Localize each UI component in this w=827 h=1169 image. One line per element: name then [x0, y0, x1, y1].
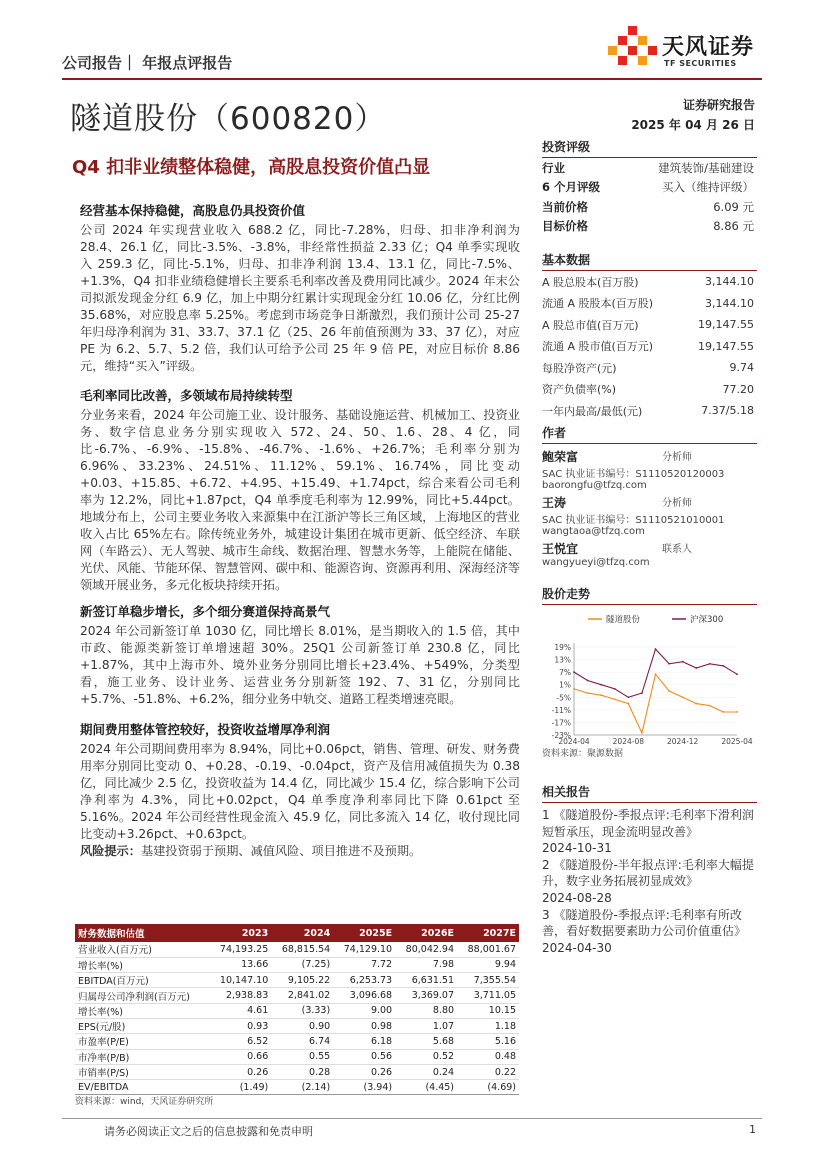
- table-cell: 0.98: [333, 1018, 395, 1033]
- row-label: 增长率(%): [75, 957, 209, 972]
- table-cell: 7.98: [395, 957, 457, 972]
- table-cell: 2,841.02: [271, 988, 333, 1003]
- authors-heading: 作者: [542, 424, 757, 444]
- basic-data-panel: [542, 251, 757, 422]
- table-cell: 0.90: [271, 1018, 333, 1033]
- rating-row: 目标价格 8.86 元: [542, 219, 754, 234]
- basic-data-row: 资产负债率(%) 77.20: [542, 382, 754, 397]
- author-email[interactable]: baorongfu@tfzq.com: [542, 480, 647, 491]
- table-cell: (3.33): [271, 1003, 333, 1018]
- row-label: 营业收入(百万元): [75, 942, 209, 957]
- section-heading: 经营基本保持稳健，高股息仍具投资价值: [80, 203, 306, 218]
- financial-estimates-table: [75, 924, 519, 1095]
- table-cell: 9.94: [457, 957, 519, 972]
- table-cell: 7,355.54: [457, 973, 519, 988]
- table-row: [75, 988, 519, 1003]
- company-name: 隧道股份（600820）: [70, 101, 387, 137]
- rating-heading: 投资评级: [542, 138, 757, 158]
- table-cell: 74,193.25: [209, 942, 271, 957]
- risk-note: [80, 843, 520, 860]
- table-cell: 5.16: [457, 1034, 519, 1049]
- table-cell: (7.25): [271, 957, 333, 972]
- brand-name-cn: 天风证券: [662, 35, 755, 60]
- table-cell: 10.15: [457, 1003, 519, 1018]
- data-point: [736, 673, 738, 675]
- data-point: [668, 690, 670, 692]
- table-cell: (2.14): [271, 1080, 333, 1095]
- y-tick-label: -11%: [551, 705, 571, 715]
- table-cell: 10,147.10: [209, 973, 271, 988]
- data-point: [723, 711, 725, 713]
- table-cell: (3.94): [333, 1080, 395, 1095]
- rating-row: 当前价格 6.09 元: [542, 199, 754, 214]
- table-cell: (4.69): [457, 1080, 519, 1095]
- table-cell: 0.26: [209, 1064, 271, 1079]
- y-tick-label: -17%: [551, 718, 571, 728]
- table-cell: 0.55: [271, 1049, 333, 1064]
- data-point: [587, 680, 589, 682]
- brand-name-en: TF SECURITIES: [664, 59, 737, 68]
- related-report-item[interactable]: 3 《隧道股份-季报点评:毛利率有所改善，看好数据要素助力公司价值重估》 2024-04-30: [542, 907, 747, 955]
- legend-label: 沪深300: [690, 615, 724, 625]
- report-date: 2025 年 04 月 26 日: [631, 118, 755, 132]
- author-email[interactable]: wangyueyi@tfzq.com: [542, 557, 650, 568]
- table-cell: 0.52: [395, 1049, 457, 1064]
- legend-label: 隧道股份: [606, 615, 641, 625]
- table-cell: 8.80: [395, 1003, 457, 1018]
- row-label: EPS(元/股): [75, 1018, 209, 1033]
- price-trend-chart: [542, 611, 757, 746]
- table-row: [75, 942, 519, 957]
- table-cell: 88,001.67: [457, 942, 519, 957]
- basic-data-row: A 股总股本(百万股) 3,144.10: [542, 275, 754, 289]
- risk-label: 风险提示：: [80, 844, 141, 858]
- author-cert: SAC 执业证书编号：S1110520120003: [542, 469, 725, 480]
- section-body: 公司 2024 年实现营业收入 688.2 亿，同比-7.28%，归母、扣非净利润为 28.4、26.1 亿，同比-3.5%、-3.8%，非经常性损益 2.33 亿；Q4 单季实现收入 259.3 亿，同比-5.1%，归母、扣非净利润 13.4、13.1 亿，同比-7.5%、+1.3%，Q4 扣非业绩稳健增长主要系毛利率改善及费用同比减少。2024 年末公司拟派发现金分红 6.9 亿，加上中期分红累计实现现金分红 10.06 亿，分红比例 35.68%，对应股息率 5.25%。考虑到市场竞争日渐激烈，我们预计公司 25-27 年归母净利润为 31、33.7、37.1 亿（25、26 年前值预测为 33、37 亿），对应 PE 为 6.2、5.7、5.2 倍，我们认可给予公司 25 年 9 倍 PE，对应目标价 8.86 元，维持“买入”评级。: [80, 223, 520, 373]
- data-point: [682, 696, 684, 698]
- table-cell: 13.66: [209, 957, 271, 972]
- data-point: [573, 671, 575, 673]
- related-report-item[interactable]: 2 《隧道股份-半年报点评:毛利率大幅提升，数字业务拓展初显成效》 2024-08-28: [542, 857, 754, 905]
- row-label: 市盈率(P/E): [75, 1034, 209, 1049]
- table-cell: 2,938.83: [209, 988, 271, 1003]
- data-point: [709, 705, 711, 707]
- basic-data-row: A 股总市值(百万元) 19,147.55: [542, 318, 754, 332]
- basic-data-row: 每股净资产(元) 9.74: [542, 361, 754, 375]
- data-point: [573, 688, 575, 690]
- table-cell: 0.66: [209, 1049, 271, 1064]
- table-cell: 5.68: [395, 1034, 457, 1049]
- table-cell: 4.61: [209, 1003, 271, 1018]
- page-number: 1: [749, 1123, 756, 1136]
- rating-row: 行业 建筑装饰/基础建设: [542, 160, 754, 175]
- table-cell: 1.18: [457, 1018, 519, 1033]
- report-type-label: 公司报告｜ 年报点评报告: [62, 54, 233, 72]
- table-cell: 68,815.54: [271, 942, 333, 957]
- table-cell: (4.45): [395, 1080, 457, 1095]
- table-cell: 6,253.73: [333, 973, 395, 988]
- related-heading: 相关报告: [542, 783, 757, 803]
- footer-divider: [62, 1118, 762, 1119]
- brand-logo-icon: [606, 24, 658, 72]
- data-point: [641, 692, 643, 694]
- rating-row: 6 个月评级 买入（维持评级）: [542, 180, 754, 195]
- basic-data-heading: 基本数据: [542, 251, 757, 271]
- row-label: 市净率(P/B): [75, 1049, 209, 1064]
- row-label: EV/EBITDA: [75, 1080, 209, 1095]
- table-cell: 0.22: [457, 1064, 519, 1079]
- table-cell: 6.18: [333, 1034, 395, 1049]
- data-point: [655, 648, 657, 650]
- data-point: [627, 696, 629, 698]
- row-label: 归属母公司净利润(百万元): [75, 988, 209, 1003]
- table-row: [75, 1049, 519, 1064]
- table-cell: 7.72: [333, 957, 395, 972]
- table-cell: 6.74: [271, 1034, 333, 1049]
- series-line: [574, 674, 737, 733]
- y-tick-label: -5%: [556, 693, 571, 703]
- y-tick-label: 19%: [554, 643, 571, 652]
- table-cell: 0.24: [395, 1064, 457, 1079]
- table-cell: 0.48: [457, 1049, 519, 1064]
- data-point: [723, 665, 725, 667]
- rating-panel: [542, 138, 757, 236]
- section-heading: 期间费用整体管控较好，投资收益增厚净利润: [80, 722, 331, 737]
- x-tick-label: 2024-08: [612, 737, 645, 746]
- data-point: [695, 667, 697, 669]
- basic-data-row: 一年内最高/最低(元) 7.37/5.18: [542, 404, 754, 418]
- chart-source: 资料来源：聚源数据: [542, 749, 624, 759]
- data-point: [627, 703, 629, 705]
- section-orders: [80, 602, 520, 708]
- basic-data-row: 流通 A 股市值(百万元) 19,147.55: [542, 339, 754, 354]
- y-tick-label: 13%: [554, 655, 571, 665]
- brand-logo: [606, 24, 766, 76]
- section-body: 2024 年公司期间费用率为 8.94%，同比+0.06pct，销售、管理、研发、财务费用率分别同比变动 0、+0.28、-0.19、-0.04pct，资产及信用减值损失为 0.38 亿，同比减少 2.5 亿，投资收益为 14.4 亿，同比减少 15.4 亿，综合影响下公司净利率为 4.3%，同比+0.02pct，Q4 单季度净利率同比下降 0.61pct 至 5.16%。2024 年公司经营性现金流入 45.9 亿，同比多流入 14 亿，收付现比同比变动+3.26pct、+0.63pct。: [80, 742, 520, 841]
- table-cell: 0.26: [333, 1064, 395, 1079]
- footer-disclaimer: 请务必阅读正文之后的信息披露和免责申明: [104, 1125, 313, 1138]
- author-email[interactable]: wangtaoa@tfzq.com: [542, 526, 645, 537]
- table-cell: 3,096.68: [333, 988, 395, 1003]
- table-row: [75, 1064, 519, 1079]
- x-tick-label: 2024-04: [558, 737, 590, 746]
- data-point: [587, 692, 589, 694]
- data-point: [600, 684, 602, 686]
- x-tick-label: 2024-12: [666, 737, 699, 746]
- y-tick-label: 7%: [559, 668, 571, 678]
- data-point: [614, 698, 616, 700]
- section-expenses: [80, 720, 520, 860]
- row-label: EBITDA(百万元): [75, 973, 209, 988]
- table-cell: 0.28: [271, 1064, 333, 1079]
- table-cell: 1.07: [395, 1018, 457, 1033]
- author-cert: SAC 执业证书编号：S1110521010001: [542, 515, 725, 526]
- data-point: [736, 711, 738, 713]
- risk-text: 基建投资弱于预期、减值风险、项目推进不及预期。: [140, 844, 422, 858]
- row-label: 市销率(P/S): [75, 1064, 209, 1079]
- table-cell: 6.52: [209, 1034, 271, 1049]
- author-entry: 王悦宜 联系人: [542, 542, 692, 556]
- table-source: 资料来源：wind，天风证券研究所: [75, 1097, 214, 1107]
- table-header-row: 财务数据和估值 2023 2024 2025E 2026E 2027E: [75, 924, 519, 942]
- section-operation: [80, 201, 520, 375]
- section-heading: 新签订单稳步增长，多个细分赛道保持高景气: [80, 604, 331, 619]
- table-row: [75, 957, 519, 972]
- table-cell: 74,129.10: [333, 942, 395, 957]
- y-tick-label: -23%: [551, 731, 571, 740]
- data-point: [709, 663, 711, 665]
- data-point: [614, 688, 616, 690]
- authors-panel: [542, 424, 757, 568]
- basic-data-row: 流通 A 股股本(百万股) 3,144.10: [542, 296, 754, 311]
- price-chart-panel: [542, 585, 757, 759]
- report-title: Q4 扣非业绩整体稳健，高股息投资价值凸显: [72, 157, 431, 178]
- table-cell: 0.93: [209, 1018, 271, 1033]
- data-point: [668, 663, 670, 665]
- table-cell: 3,711.05: [457, 988, 519, 1003]
- data-point: [682, 661, 684, 663]
- section-margin: [80, 386, 520, 594]
- table-cell: 9.00: [333, 1003, 395, 1018]
- table-row: [75, 1003, 519, 1018]
- series-line: [574, 649, 737, 697]
- header-divider: [62, 78, 762, 80]
- table-cell: 3,369.07: [395, 988, 457, 1003]
- data-point: [600, 694, 602, 696]
- related-reports-panel: [542, 783, 757, 956]
- section-body: 分业务来看，2024 年公司施工业、设计服务、基础设施运营、机械加工、投资业务、数字信息业务分别实现收入 572、24、50、1.6、28、4 亿，同比-6.7%、-6.9%、-15.8%、-46.7%、-1.6%、+26.7%；毛利率分别为 6.96%、33.23%、24.51%、11.12%、59.1%、16.74%，同比变动+0.03、+15.85、+6.72、+4.95、+15.49、+1.74pct，综合来看公司毛利率为 12.2%，同比+1.87pct，Q4 单季度毛利率为 12.99%，同比+5.44pct。地域分布上，公司主要业务收入来源集中在江浙沪等长三角区域，上海地区的营业收入占比 65%左右。除传统业务外，城建设计集团在城市更新、低空经济、车联网（车路云）、无人驾驶、城市生命线、数据治理、智慧水务等，上能院在储能、光伏、风能、节能环保、智慧管网、碳中和、能源咨询、资源再利用、深海经济等领域开展业务，多元化板块持续开拓。: [80, 408, 520, 592]
- table-cell: 80,042.94: [395, 942, 457, 957]
- table-row: [75, 973, 519, 988]
- table-cell: 6,631.51: [395, 973, 457, 988]
- data-point: [641, 732, 643, 734]
- table-cell: (1.49): [209, 1080, 271, 1095]
- data-point: [695, 703, 697, 705]
- author-entry: 鲍荣富 分析师: [542, 450, 692, 464]
- author-entry: 王涛 分析师: [542, 496, 692, 510]
- table-row: [75, 1080, 519, 1095]
- price-chart-heading: 股价走势: [542, 585, 757, 605]
- table-cell: 9,105.22: [271, 973, 333, 988]
- report-kind: 证券研究报告: [682, 98, 755, 112]
- related-report-item[interactable]: 1 《隧道股份-季报点评:毛利率下滑利润短暂承压，现金流明显改善》 2024-10-31: [542, 808, 754, 856]
- x-tick-label: 2025-04: [721, 737, 753, 746]
- table-row: [75, 1034, 519, 1049]
- table-cell: 0.56: [333, 1049, 395, 1064]
- data-point: [655, 673, 657, 675]
- table-row: [75, 1018, 519, 1033]
- section-heading: 毛利率同比改善，多领域布局持续转型: [80, 388, 293, 403]
- row-label: 增长率(%): [75, 1003, 209, 1018]
- y-tick-label: 1%: [559, 680, 571, 690]
- section-body: 2024 年公司新签订单 1030 亿，同比增长 8.01%，是当期收入的 1.5 倍，其中市政、能源类新签订单增速超 30%。25Q1 公司新签订单 230.8 亿，同比+1.87%，其中上海市外、境外业务分别同比增长+23.4%、+549%，分类型看，施工业务、设计业务、运营业务分别新签 192、7、31 亿，分别同比+5.7%、-51.8%、+6.2%，细分业务中轨交、道路工程类增速亮眼。: [80, 624, 520, 706]
